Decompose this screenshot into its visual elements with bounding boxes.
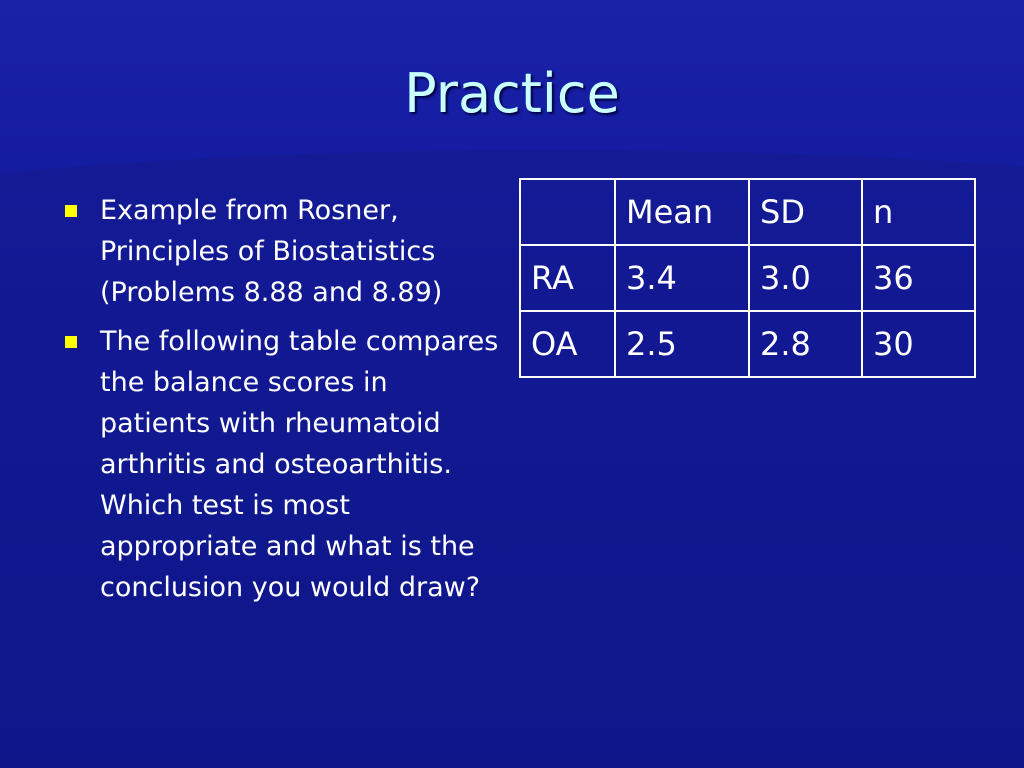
square-bullet-icon (65, 336, 77, 348)
bullet-text: The following table compares the balance scores in patients with rheumatoid arthritis and osteoarthitis. Which test is most appropriate and what is the conclusion you would draw? (100, 326, 499, 603)
table-header-row (520, 179, 975, 245)
table-row (520, 245, 975, 311)
table-cell: 30 (862, 311, 975, 377)
square-bullet-icon (65, 205, 77, 217)
bullet-text: Example from Rosner, Principles of Biostatistics (Problems 8.88 and 8.89) (100, 195, 443, 308)
bullet-item (62, 321, 502, 608)
table-cell: 2.5 (615, 311, 749, 377)
table-row (520, 311, 975, 377)
table-cell: OA (520, 311, 615, 377)
table-header-cell: Mean (615, 179, 749, 245)
table-cell: 3.0 (749, 245, 862, 311)
table-header-cell: SD (749, 179, 862, 245)
bullet-item (62, 190, 502, 313)
slide-title: Practice (404, 62, 620, 125)
table-cell: 2.8 (749, 311, 862, 377)
bullet-list (62, 190, 502, 616)
table-header-cell (520, 179, 615, 245)
table-cell: 36 (862, 245, 975, 311)
table-cell: RA (520, 245, 615, 311)
data-table (519, 178, 976, 378)
table-header-cell: n (862, 179, 975, 245)
table-cell: 3.4 (615, 245, 749, 311)
